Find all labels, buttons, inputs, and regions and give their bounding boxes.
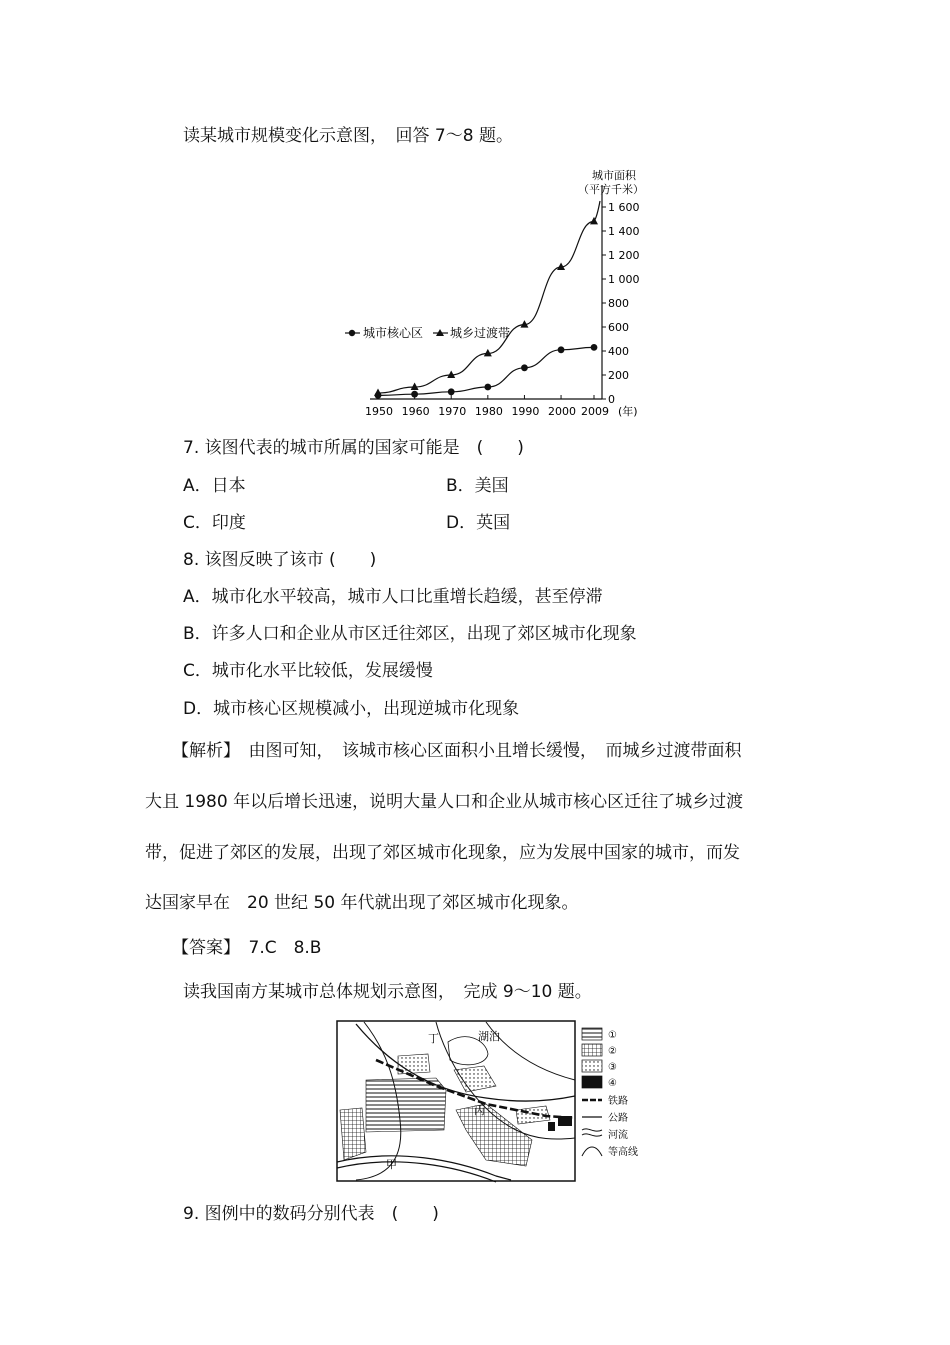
chart-series: [374, 201, 600, 399]
map-label-lake: 湖泊: [478, 1030, 500, 1043]
city-scale-chart: [330, 165, 660, 425]
q8-option-c: C．城市化水平比较低，发展缓慢: [183, 661, 433, 681]
legend-marker-core: [349, 330, 355, 336]
y-tick-label: 200: [608, 369, 629, 382]
x-tick-label: 1960: [401, 405, 430, 418]
data-point-core: [558, 346, 565, 353]
x-tick-label: 1950: [365, 405, 393, 418]
zone-1-west: [366, 1078, 446, 1132]
chart-legend: [345, 325, 510, 340]
data-point-core: [448, 388, 455, 395]
x-tick-label: 2000: [548, 405, 577, 418]
q7-option-b: B．美国: [446, 476, 509, 496]
legend-text-2: ②: [608, 1046, 617, 1057]
x-tick-label: 2009: [581, 405, 609, 418]
y-tick-label: 800: [608, 297, 629, 310]
legend-text-river: 河流: [608, 1130, 628, 1141]
q7-option-d: D．英国: [446, 513, 511, 533]
legend-swatch-2: [582, 1044, 602, 1056]
legend-swatch-4: [582, 1076, 602, 1088]
x-tick-label: 1990: [511, 405, 540, 418]
legend-swatch-contour: [582, 1147, 602, 1156]
legend-label-fringe: 城乡过渡带: [450, 326, 511, 340]
y-tick-label: 1 400: [608, 225, 640, 238]
chart-axes: [370, 185, 602, 399]
y-tick-label: 400: [608, 345, 629, 358]
legend-text-road: 公路: [608, 1113, 628, 1124]
chart-ylabel-line1: 城市面积: [592, 169, 636, 182]
data-point-core: [484, 384, 491, 391]
legend-text-3: ③: [608, 1062, 617, 1073]
q7-option-c: C．印度: [183, 513, 246, 533]
analysis-line-1: 【解析】 由图可知， 该城市核心区面积小且增长缓慢， 而城乡过渡带面积: [172, 741, 742, 761]
intro-text-2: 读我国南方某城市总体规划示意图， 完成 9～10 题。: [183, 982, 592, 1002]
analysis-line-4: 达国家早在 20 世纪 50 年代就出现了郊区城市化现象。: [145, 893, 579, 913]
intro-text-1: 读某城市规模变化示意图， 回答 7～8 题。: [183, 126, 513, 146]
q8-stem: 8. 该图反映了该市 ( ): [183, 550, 377, 570]
data-point-core: [521, 364, 528, 371]
analysis-line-2: 大且 1980 年以后增长迅速，说明大量人口和企业从城市核心区迁往了城乡过渡: [145, 792, 744, 812]
map-label-bing: 丙: [474, 1104, 485, 1117]
y-tick-label: 1 000: [608, 273, 640, 286]
map-label-jia: 甲: [386, 1158, 397, 1171]
city-plan-map: [336, 1020, 656, 1185]
legend-swatch-1: [582, 1028, 602, 1040]
legend-text-1: ①: [608, 1030, 617, 1041]
chart-ticks: [365, 201, 640, 418]
q8-option-a: A．城市化水平较高，城市人口比重增长趋缓，甚至停滞: [183, 587, 603, 607]
data-point-fringe: [590, 217, 598, 225]
data-point-fringe: [374, 389, 382, 397]
legend-text-4: ④: [608, 1078, 617, 1089]
q8-option-b: B．许多人口和企业从市区迁往郊区，出现了郊区城市化现象: [183, 624, 637, 644]
chart-xunit: (年): [618, 405, 638, 418]
y-tick-label: 1 200: [608, 249, 640, 262]
answer-line: 【答案】 7.C 8.B: [172, 938, 322, 958]
q7-stem: 7. 该图代表的城市所属的国家可能是 ( ): [183, 438, 524, 458]
legend-label-core: 城市核心区: [363, 326, 424, 340]
data-point-fringe: [411, 383, 419, 391]
x-tick-label: 1970: [438, 405, 467, 418]
y-tick-label: 600: [608, 321, 629, 334]
chart-ylabel-line2: （平方千米）: [578, 183, 644, 196]
y-tick-label: 1 600: [608, 201, 640, 214]
legend-text-railway: 铁路: [608, 1096, 628, 1107]
series-line-fringe: [378, 201, 600, 393]
zone-2-southwest: [340, 1108, 366, 1160]
legend-swatch-3: [582, 1060, 602, 1072]
data-point-core: [411, 391, 418, 398]
map-legend: [582, 1028, 638, 1158]
map-label-ding: 丁: [428, 1032, 439, 1045]
x-tick-label: 1980: [474, 405, 503, 418]
analysis-line-3: 带，促进了郊区的发展，出现了郊区城市化现象，应为发展中国家的城市，而发: [145, 843, 740, 863]
legend-swatch-river: [582, 1129, 602, 1136]
legend-text-contour: 等高线: [608, 1147, 638, 1158]
y-tick-label: 0: [608, 393, 615, 406]
q9-stem: 9. 图例中的数码分别代表 ( ): [183, 1204, 439, 1224]
zone-4-block: [548, 1122, 555, 1131]
q8-option-d: D．城市核心区规模减小，出现逆城市化现象: [183, 699, 520, 719]
q7-option-a: A．日本: [183, 476, 246, 496]
data-point-core: [591, 344, 598, 351]
